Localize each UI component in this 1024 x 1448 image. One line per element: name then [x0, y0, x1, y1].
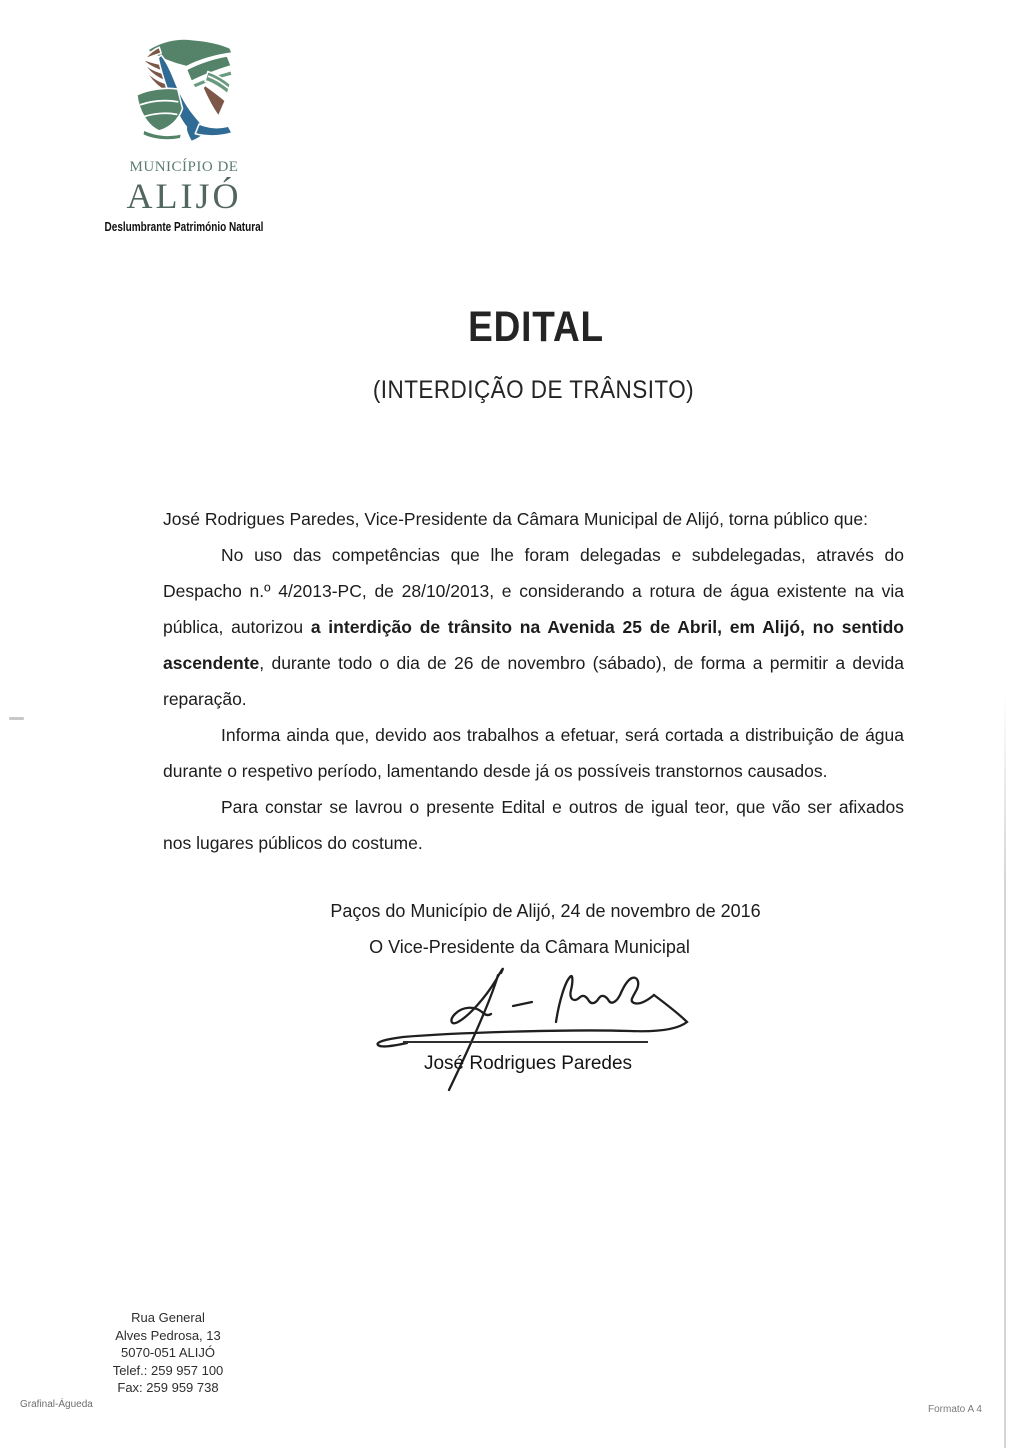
paragraph-authorization [163, 537, 904, 717]
paper-format-mark: Formato A 4 [928, 1404, 982, 1415]
authorization-text-tail: , durante todo o dia de 26 de novembro (sábado), de forma a permitir a devida reparação. [163, 653, 904, 709]
logo-tagline: Deslumbrante Património Natural [104, 220, 264, 234]
address-line: 5070-051 ALIJÓ [121, 1345, 215, 1361]
document-subtitle-row [43, 376, 1024, 405]
emblem-bottom-band [143, 130, 182, 140]
address-line: Rua General [131, 1310, 205, 1325]
footer-address [95, 1309, 241, 1397]
document-title-row [48, 303, 1024, 352]
paragraph-water-cut [163, 717, 904, 789]
logo-municipality-name: ALIJÓ [126, 176, 242, 216]
emblem-river-delta [195, 124, 232, 136]
signatory-name: José Rodrigues Paredes [423, 1053, 633, 1074]
paragraph-intro [163, 501, 904, 537]
address-line: Alves Pedrosa, 13 [115, 1327, 221, 1343]
document-body [163, 501, 904, 861]
authorization-text-normal: No uso das competências que lhe foram delegadas e subdelegadas, através do Despacho n.º 4/2013-PC, de 28/10/2013, e considerando a rotura de água existente na via pública, autorizou [163, 545, 904, 637]
signatory-title: O Vice-Presidente da Câmara Municipal [369, 937, 690, 957]
printer-mark: Grafinal-Águeda [20, 1399, 93, 1410]
address-line: Telef.: 259 957 100 [112, 1362, 224, 1378]
intro-text: José Rodrigues Paredes, Vice-Presidente da Câmara Municipal de Alijó, torna público que: [163, 509, 868, 529]
scan-artifact-dash [9, 717, 24, 720]
municipality-emblem-icon [131, 36, 238, 146]
signature-j-loop [451, 969, 502, 1024]
place-and-date: Paços do Município de Alijó, 24 de novembro de 2016 [330, 901, 761, 921]
water-cut-text: Informa ainda que, devido aos trabalhos a efetuar, será cortada a distribuição de água durante o respetivo período, lamentando desde já os possíveis transtornos causados. [163, 725, 904, 781]
scan-artifact-line [1004, 690, 1006, 1448]
authorization-text-bold: a interdição de trânsito na Avenida 25 de Abril, em Alijó, no sentido ascendente [163, 617, 904, 673]
emblem-bottom-hill [137, 88, 183, 131]
logo-region-label: MUNICÍPIO DE [129, 159, 239, 175]
signature-line [403, 1041, 648, 1043]
signature-surname-scrawl [556, 976, 654, 1022]
posting-text: Para constar se lavrou o presente Edital e outros de igual teor, que vão ser afixados nos lugares públicos do costume. [163, 797, 904, 853]
address-line: Fax: 259 959 738 [117, 1380, 219, 1396]
document-subtitle: (INTERDIÇÃO DE TRÂNSITO) [372, 376, 695, 404]
signature-accent [513, 1002, 532, 1006]
document-title: EDITAL [468, 303, 604, 351]
municipality-logo [104, 36, 264, 241]
paragraph-posting [163, 789, 904, 861]
